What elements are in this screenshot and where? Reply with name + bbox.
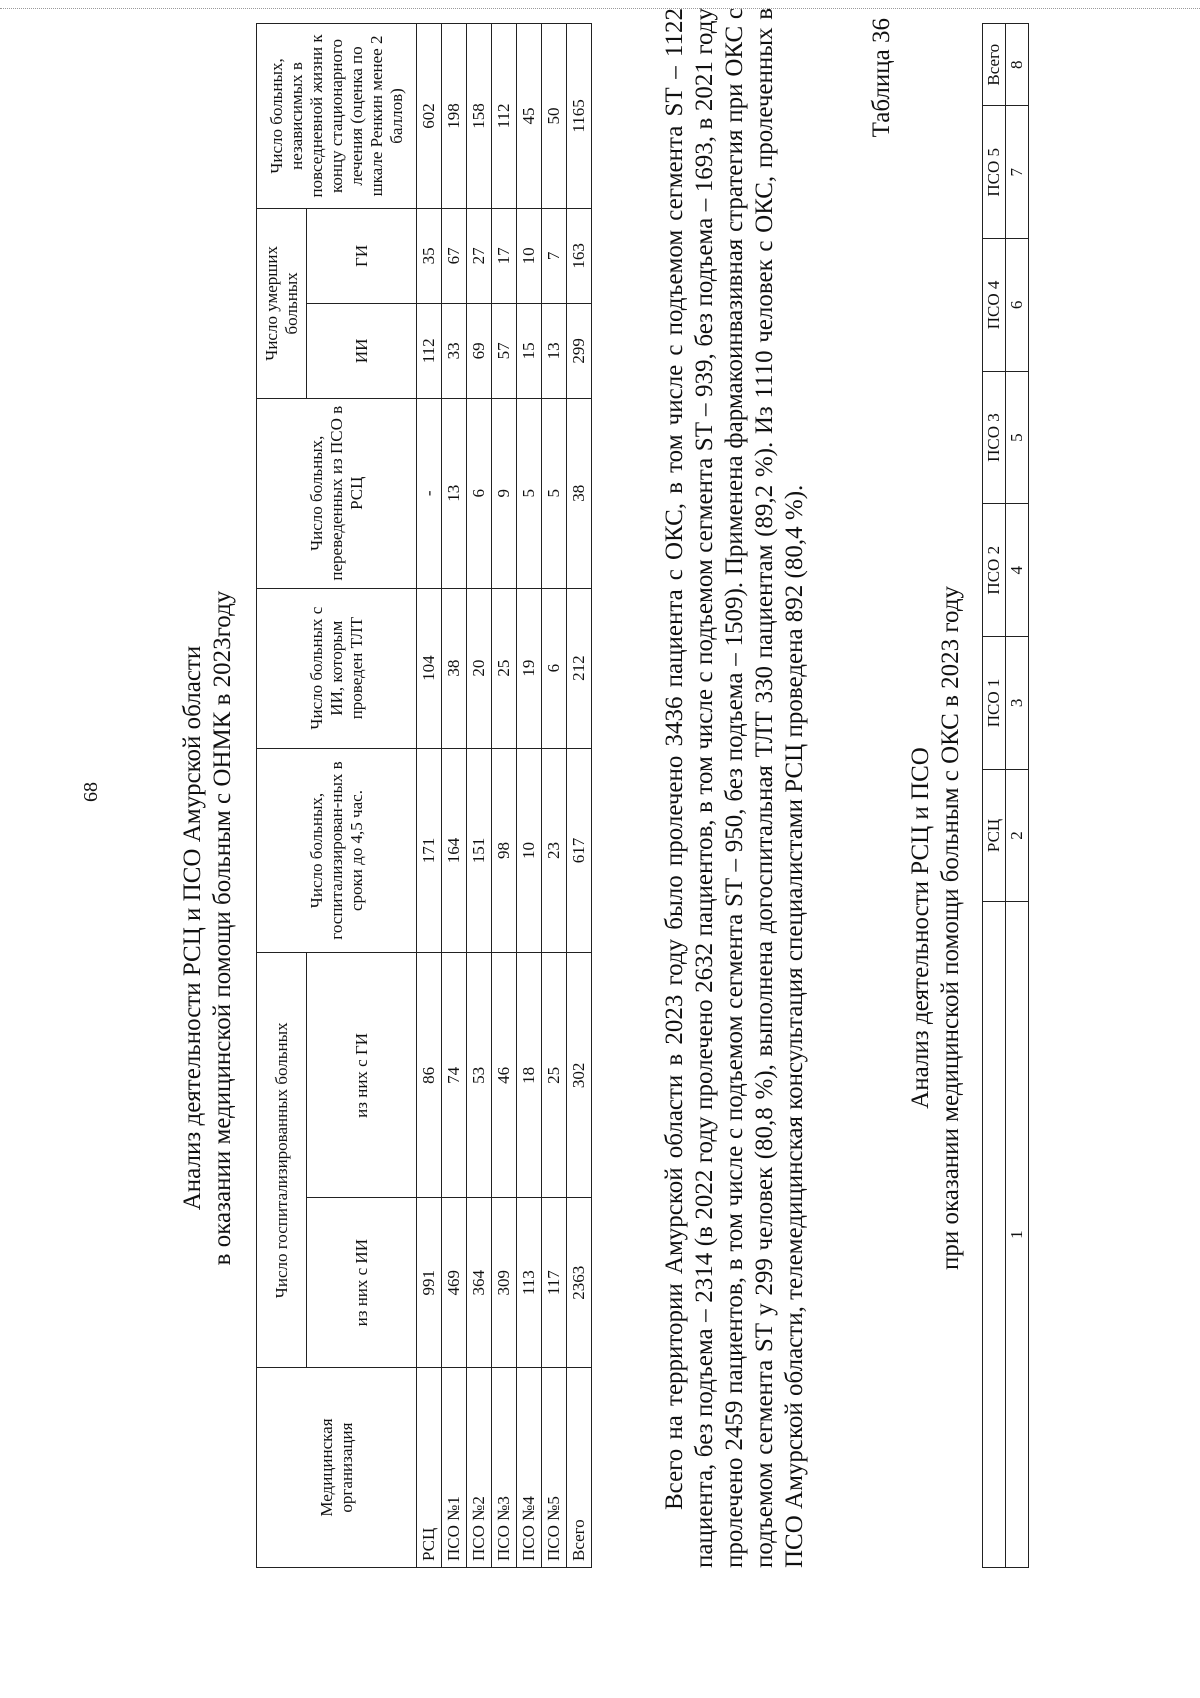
cell-dead-ii: 15 [517, 303, 542, 398]
cell-tlt: 38 [442, 588, 467, 748]
header-transferred: Число больных, переведенных из ПСО в РСЦ [257, 398, 417, 588]
cell-org: ПСО №4 [517, 1368, 542, 1568]
header-dead-gi: ГИ [307, 208, 417, 303]
cell-dead-ii: 112 [417, 303, 442, 398]
cell-org: ПСО №5 [542, 1368, 567, 1568]
table35-title-line2: в оказании медицинской помощи больным с ОНМК в 2023году [209, 590, 236, 1266]
cell-hosp-45: 23 [542, 748, 567, 953]
cell-tlt: 19 [517, 588, 542, 748]
table-row [542, 24, 567, 1568]
cell-dead-gi: 35 [417, 208, 442, 303]
table36-title-line2: при оказании медицинской помощи больным с ОКС в 2023 году [937, 585, 964, 1271]
cell-hosp-gi: 302 [567, 953, 592, 1198]
cell-tlt: 25 [492, 588, 517, 748]
cell-dead-gi: 163 [567, 208, 592, 303]
table-header-row [983, 24, 1006, 1568]
header-tlt: Число больных с ИИ, которым проведен ТЛТ [257, 588, 417, 748]
column-number: 5 [1006, 371, 1029, 504]
cell-transferred: 5 [542, 398, 567, 588]
header-dead-group: Число умерших больных [257, 208, 307, 398]
table36-title-line1: Анализ деятельности РСЦ и ПСО [907, 747, 934, 1109]
cell-dead-ii: 57 [492, 303, 517, 398]
page-number: 68 [80, 782, 102, 802]
cell-hosp-gi: 18 [517, 953, 542, 1198]
cell-dead-gi: 10 [517, 208, 542, 303]
cell-hosp-gi: 25 [542, 953, 567, 1198]
column-number: 3 [1006, 637, 1029, 770]
oks-table [982, 23, 1029, 1568]
cell-hosp-45: 151 [467, 748, 492, 953]
column-number: 1 [1006, 902, 1029, 1568]
cell-tlt: 104 [417, 588, 442, 748]
cell-independent: 158 [467, 24, 492, 209]
cell-hosp-ii: 991 [417, 1198, 442, 1368]
header-independent: Число больных, независимых в повседневной жизни к концу стационарного лечения (оценка по шкале Ренкин менее 2 баллов) [257, 24, 417, 209]
table-row [417, 24, 442, 1568]
cell-independent: 602 [417, 24, 442, 209]
header-cell: ПСО 5 [983, 106, 1006, 239]
cell-independent: 45 [517, 24, 542, 209]
cell-dead-ii: 69 [467, 303, 492, 398]
header-hosp-gi: из них с ГИ [307, 953, 417, 1198]
cell-hosp-ii: 117 [542, 1198, 567, 1368]
cell-independent: 112 [492, 24, 517, 209]
column-number: 8 [1006, 24, 1029, 106]
header-org: Медицинская организация [257, 1368, 417, 1568]
header-cell: ПСО 1 [983, 637, 1006, 770]
cell-org: ПСО №1 [442, 1368, 467, 1568]
cell-independent: 198 [442, 24, 467, 209]
cell-dead-gi: 27 [467, 208, 492, 303]
cell-hosp-45: 164 [442, 748, 467, 953]
onmk-table [256, 23, 592, 1568]
cell-hosp-45: 171 [417, 748, 442, 953]
header-cell: Всего [983, 24, 1006, 106]
cell-hosp-ii: 469 [442, 1198, 467, 1368]
header-cell: ПСО 3 [983, 371, 1006, 504]
table-number-row [1006, 24, 1029, 1568]
cell-dead-gi: 67 [442, 208, 467, 303]
cell-transferred: - [417, 398, 442, 588]
header-cell: ПСО 2 [983, 504, 1006, 637]
cell-org: ПСО №3 [492, 1368, 517, 1568]
cell-hosp-gi: 46 [492, 953, 517, 1198]
cell-dead-ii: 13 [542, 303, 567, 398]
cell-dead-ii: 299 [567, 303, 592, 398]
table-row [492, 24, 517, 1568]
cell-tlt: 6 [542, 588, 567, 748]
cell-org: РСЦ [417, 1368, 442, 1568]
cell-dead-gi: 17 [492, 208, 517, 303]
table35-title-line1: Анализ деятельности РСЦ и ПСО Амурской области [179, 645, 206, 1211]
header-cell: РСЦ [983, 769, 1006, 901]
cell-transferred: 13 [442, 398, 467, 588]
column-number: 6 [1006, 239, 1029, 372]
table-row [467, 24, 492, 1568]
cell-org: ПСО №2 [467, 1368, 492, 1568]
cell-dead-ii: 33 [442, 303, 467, 398]
cell-independent: 1165 [567, 24, 592, 209]
header-cell: ПСО 4 [983, 239, 1006, 372]
header-hosp-group: Число госпитализированных больных [257, 953, 307, 1368]
cell-transferred: 38 [567, 398, 592, 588]
header-hosp-45: Число больных, госпитализирован-ных в сроки до 4,5 час. [257, 748, 417, 953]
table-row [442, 24, 467, 1568]
column-number: 4 [1006, 504, 1029, 637]
cell-hosp-ii: 113 [517, 1198, 542, 1368]
header-cell [983, 902, 1006, 1568]
header-hosp-ii: из них с ИИ [307, 1198, 417, 1368]
cell-hosp-ii: 309 [492, 1198, 517, 1368]
header-dead-ii: ИИ [307, 303, 417, 398]
body-paragraph: Всего на территории Амурской области в 2023 году было пролечено 3436 пациента с ОКС, в том числе с подъемом сегмента ST – 1122 пациента, без подъема – 2314 (в 2022 году пролечено 2632 пациентов, в том числе с подъемом сегмента ST – 939, без подъема – 1693, в 2021 году пролечено 2459 пациентов, в том числе с подъемом сегмента ST – 950, без подъема – 1509). Применена фармакоинвазивная стратегия при ОКС с подъемом сегмента ST у 299 человек (80,8 %), выполнена догоспитальная ТЛТ 330 пациентам (89,2 %). Из 1110 человек с ОКС, пролеченных в ПСО Амурской области, телемедицинская консультация специалистами РСЦ проведена 892 (80,4 %). [661, 8, 808, 1568]
cell-transferred: 6 [467, 398, 492, 588]
cell-hosp-ii: 2363 [567, 1198, 592, 1368]
column-number: 2 [1006, 769, 1029, 901]
cell-transferred: 9 [492, 398, 517, 588]
cell-hosp-ii: 364 [467, 1198, 492, 1368]
cell-dead-gi: 7 [542, 208, 567, 303]
table-number: Таблица 36 [868, 18, 895, 138]
cell-hosp-45: 617 [567, 748, 592, 953]
cell-org: Всего [567, 1368, 592, 1568]
cell-hosp-45: 10 [517, 748, 542, 953]
cell-hosp-gi: 74 [442, 953, 467, 1198]
cell-hosp-gi: 86 [417, 953, 442, 1198]
cell-hosp-gi: 53 [467, 953, 492, 1198]
column-number: 7 [1006, 106, 1029, 239]
cell-independent: 50 [542, 24, 567, 209]
cell-transferred: 5 [517, 398, 542, 588]
cell-tlt: 212 [567, 588, 592, 748]
cell-hosp-45: 98 [492, 748, 517, 953]
table-row [517, 24, 542, 1568]
cell-tlt: 20 [467, 588, 492, 748]
table-row-total [567, 24, 592, 1568]
